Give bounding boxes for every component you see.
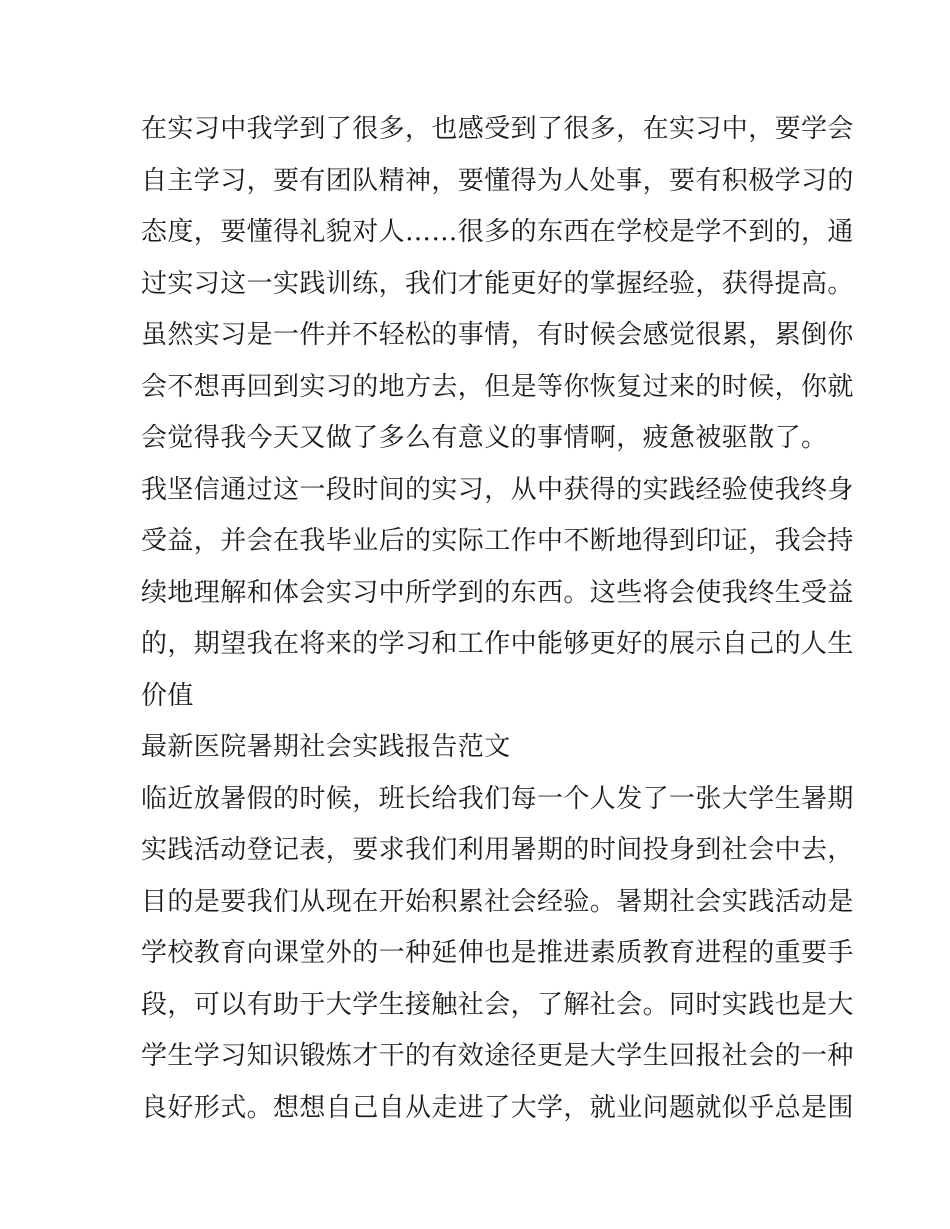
text-line: 学生学习知识锻炼才干的有效途径更是大学生回报社会的一种 — [141, 1041, 854, 1071]
text-line: 目的是要我们从现在开始积累社会经验。暑期社会实践活动是 — [141, 886, 854, 917]
text-line: 虽然实习是一件并不轻松的事情，有时候会感觉很累，累倒你 — [141, 320, 854, 350]
text-line: 过实习这一实践训练，我们才能更好的掌握经验，获得提高。 — [141, 268, 854, 299]
text-line: 良好形式。想想自己自从走进了大学，就业问题就似乎总是围 — [141, 1092, 854, 1123]
text-line: 会觉得我今天又做了多么有意义的事情啊，疲惫被驱散了。 — [141, 423, 828, 453]
text-line: 临近放暑假的时候，班长给我们每一个人发了一张大学生暑期 — [141, 783, 854, 814]
text-line: 在实习中我学到了很多，也感受到了很多，在实习中，要学会 — [141, 114, 854, 144]
text-line: 受益，并会在我毕业后的实际工作中不断地得到印证，我会持 — [141, 526, 854, 556]
text-line: 自主学习，要有团队精神，要懂得为人处事，要有积极学习的 — [141, 165, 854, 196]
text-line: 的，期望我在将来的学习和工作中能够更好的展示自己的人生 — [141, 629, 854, 659]
text-line: 段，可以有助于大学生接触社会，了解社会。同时实践也是大 — [141, 989, 854, 1020]
text-line: 会不想再回到实习的地方去，但是等你恢复过来的时候，你就 — [141, 371, 854, 402]
document-body — [141, 104, 854, 1134]
text-line: 态度，要懂得礼貌对人……很多的东西在学校是学不到的，通 — [141, 217, 854, 247]
text-line: 价值 — [141, 680, 194, 711]
text-line: 实践活动登记表，要求我们利用暑期的时间投身到社会中去， — [141, 835, 854, 865]
text-line: 续地理解和体会实习中所学到的东西。这些将会使我终生受益 — [141, 577, 854, 608]
text-line: 学校教育向课堂外的一种延伸也是推进素质教育进程的重要手 — [141, 938, 854, 968]
text-line: 我坚信通过这一段时间的实习，从中获得的实践经验使我终身 — [141, 474, 854, 505]
section-heading: 最新医院暑期社会实践报告范文 — [141, 732, 511, 762]
